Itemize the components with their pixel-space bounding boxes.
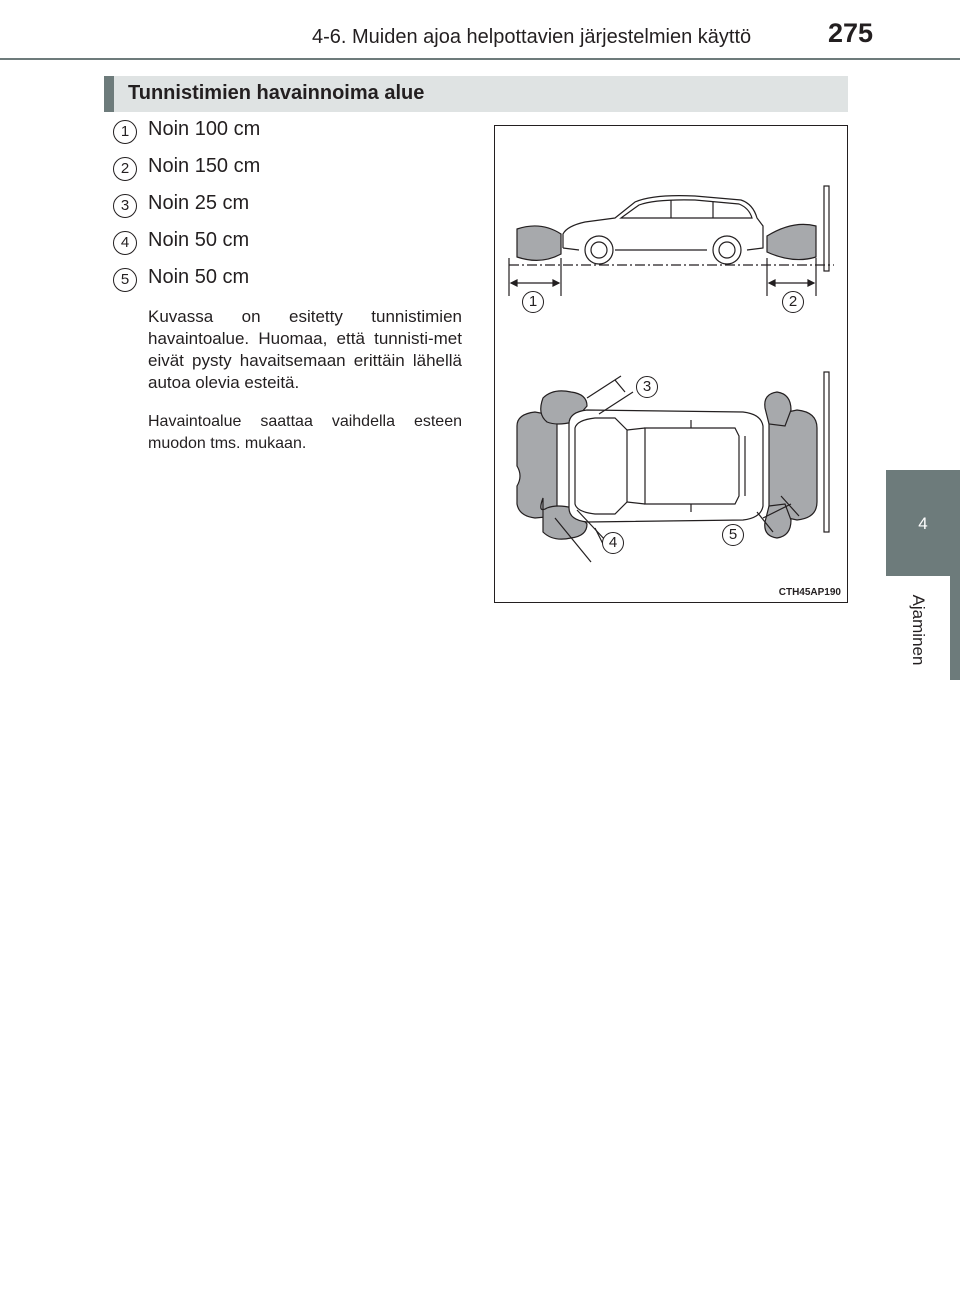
note-paragraph: Havaintoalue saattaa vaihdella esteen muodon tms. mukaan. [148,413,462,452]
rear-zone-side [767,224,816,259]
sensor-range-diagram [495,126,849,604]
item-number: 3 [113,194,137,218]
front-zone-side [517,226,561,260]
header-title: 4-6. Muiden ajoa helpottavien järjestelmien käyttö [312,26,752,48]
chapter-label-text: Ajaminen [909,594,928,666]
item-number: 2 [113,157,137,181]
rear-zone-top [769,410,817,520]
rear-right-corner-zone [765,504,791,538]
item-text: Noin 50 cm [148,266,250,288]
figure-callout-2: 2 [782,291,804,313]
page-number: 275 [828,18,874,48]
item-text: Noin 100 cm [148,118,261,140]
item-text: Noin 25 cm [148,192,250,214]
item-text: Noin 150 cm [148,155,261,177]
front-wheel [585,236,613,264]
item-number: 4 [113,231,137,255]
item-number: 5 [113,268,137,292]
rear-left-corner-zone [765,392,791,426]
front-zone-top [517,412,557,518]
figure-callout-4: 4 [602,532,624,554]
chapter-tab [886,470,960,576]
chapter-label [908,585,928,675]
section-header [104,76,848,112]
rear-wheel [713,236,741,264]
chapter-number: 4 [918,514,928,533]
item-number: 1 [113,120,137,144]
sensor-range-figure [494,125,848,603]
chapter-rail [950,576,960,680]
figure-callout-5: 5 [722,524,744,546]
item-text: Noin 50 cm [148,229,250,251]
figure-callout-3: 3 [636,376,658,398]
description-paragraph: Kuvassa on esitetty tunnistimien havaintoalue. Huomaa, että tunnisti-met eivät pysty havaitsemaan erittäin lähellä autoa olevia esteitä. [148,307,462,392]
figure-code: CTH45AP190 [778,587,841,598]
section-title: Tunnistimien havainnoima alue [128,82,425,104]
header-rule [0,58,960,60]
figure-callout-1: 1 [522,291,544,313]
